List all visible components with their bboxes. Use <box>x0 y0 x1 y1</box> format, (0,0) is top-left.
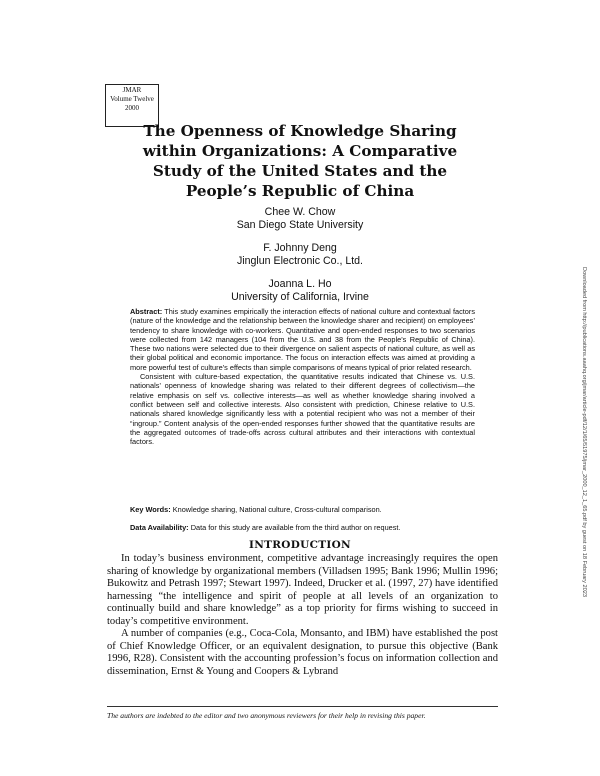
abstract-paragraph: Consistent with culture-based expectation, the quantitative results indicated that Chinese vs. U.S. nationals’ openness of knowledge sharing was related to their different degrees of collectivism—the relative emphasis on self vs. collective interests—as well as whether knowledge sharing involved a conflict between self and collective interests. Also consistent with prediction, Chinese relative to U.S. nationals shared knowledge significantly less with a potential recipient who was not a member of their “ingroup.” Content analysis of the open-ended responses further showed that the quantitative results are the aggregated outcomes of trade-offs across cultural attributes and their interactions with contextual factors. <box>130 372 475 447</box>
body-text <box>107 553 498 678</box>
body-paragraph: In today’s business environment, competitive advantage increasingly requires the open sharing of knowledge by organizational members (Villadsen 1995; Bank 1996; Mullin 1996; Bukowitz and Petrash 1997; Stewart 1997). Indeed, Drucker et al. (1997, 27) have identified harnessing “the intelligence and spirit of people at all levels of an organization to continually build and share knowledge” as a top priority for firms wishing to succeed in today’s competitive environment. <box>107 553 498 627</box>
journal-volume: Volume Twelve <box>110 95 154 103</box>
section-heading: INTRODUCTION <box>249 539 351 551</box>
author-list <box>100 206 500 314</box>
journal-year: 2000 <box>125 104 139 112</box>
data-availability-text: Data for this study are available from the third author on request. <box>190 523 401 532</box>
abstract-label: Abstract: <box>130 307 163 316</box>
title-line: within Organizations: A Comparative <box>142 142 458 160</box>
download-note-text: Downloaded from http://publications.aaahq.org/jmar/article-pdf/12/1/65/51975/jmar_2000_12_1_65.pdf by guest on 18 February 2023 <box>581 267 587 597</box>
keywords-text: Knowledge sharing, National culture, Cross-cultural comparison. <box>172 505 382 514</box>
author-name: Chee W. Chow <box>264 206 336 218</box>
data-availability-label: Data Availability: <box>130 523 189 532</box>
paper-title <box>100 121 500 201</box>
keywords-label: Key Words: <box>130 505 171 514</box>
data-availability <box>130 523 475 532</box>
footnote: The authors are indebted to the editor and two anonymous reviewers for their help in revising this paper. <box>107 711 426 720</box>
author-block <box>100 206 500 232</box>
author-block <box>100 278 500 304</box>
author-block <box>100 242 500 268</box>
abstract-text: This study examines empirically the interaction effects of national culture and contextual factors (nature of the knowledge and the relationship between the knowledge sharer and recipient) on employees’ tendency to share knowledge with co-workers. Quantitative and open-ended responses to two scenarios were collected from 142 managers (104 from the U.S. and 38 from the People’s Republic of China). These two nations were selected due to their divergence on salient aspects of national culture, as well as their global political and economic importance. The focus on interaction effects was aimed at providing a more powerful test of culture’s effects than simple comparisons of means typical of prior related research. <box>130 307 475 372</box>
body-paragraph: A number of companies (e.g., Coca-Cola, Monsanto, and IBM) have established the post of Chief Knowledge Officer, or an equivalent designation, to pursue this objective (Bank 1996, R28). Consistent with the accounting profession’s focus on information collection and dissemination, Ernst & Young and Coopers & Lybrand <box>107 628 498 677</box>
author-affiliation: Jinglun Electronic Co., Ltd. <box>236 255 363 267</box>
abstract <box>130 307 475 446</box>
journal-name: JMAR <box>122 86 142 94</box>
footnote-divider <box>107 706 498 707</box>
author-name: F. Johnny Deng <box>263 242 337 254</box>
author-affiliation: University of California, Irvine <box>231 291 369 303</box>
keywords <box>130 505 475 514</box>
title-line: The Openness of Knowledge Sharing <box>143 122 457 140</box>
abstract-paragraph <box>130 307 475 372</box>
author-name: Joanna L. Ho <box>268 278 332 290</box>
author-affiliation: San Diego State University <box>236 219 364 231</box>
title-line: People’s Republic of China <box>185 182 415 200</box>
title-line: Study of the United States and the <box>152 162 448 180</box>
